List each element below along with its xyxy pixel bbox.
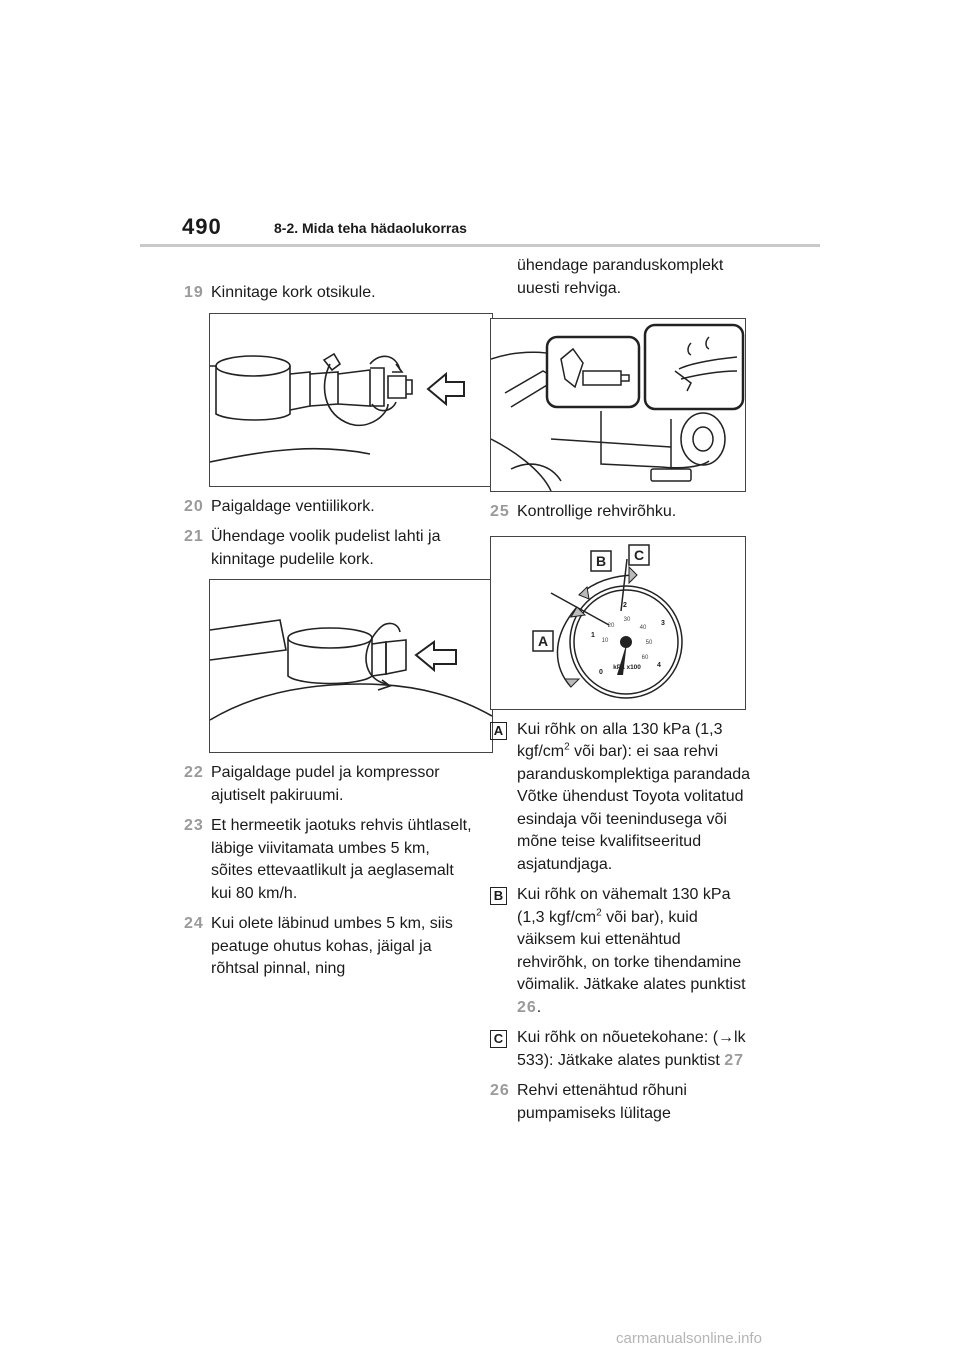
callout-b: B [595,552,607,569]
page-number: 490 [182,214,222,239]
gauge-inner-50: 50 [645,639,653,646]
gauge-outer-3: 3 [661,619,665,627]
step-26: 26 Rehvi ettenähtud rõhuni pumpamiseks lülitage [490,1082,687,1122]
cap-nozzle-illustration [210,314,492,486]
callout-a: A [537,632,549,649]
arrow-icon: → [718,1029,735,1046]
step-24-continued: ühendage paranduskomplekt uuesti rehviga. [517,257,724,297]
letter-c: C [490,1030,507,1048]
gauge-outer-4: 4 [657,661,661,669]
step-20: 20 Paigaldage ventiilikork. [184,497,375,515]
watermark: carmanualsonline.info [616,1330,762,1347]
step-19: 19 Kinnitage kork otsikule. [184,284,376,301]
ref-step-27[interactable]: 27 [724,1051,745,1069]
letter-a: A [490,722,507,740]
callout-c: C [633,546,645,563]
step-23: 23 Et hermeetik jaotuks rehvis ühtlaselt, läbige viivitamata umbes 5 km, sõites ettevaatlikult ja aeglasemalt kui 80 km/h. [184,817,472,902]
header-rule [140,244,820,247]
gauge-unit: kPa x100 [613,663,641,671]
right-column [490,255,752,1133]
gauge-outer-1: 1 [591,631,595,639]
item-c: C Kui rõhk on nõuetekohane: (→lk 533): Jätkake alates punktist 27 [490,1027,752,1072]
ref-step-26[interactable]: 26. [517,998,543,1016]
step-21: 21 Ühendage voolik pudelist lahti ja kinnitage pudelile kork. [184,528,441,568]
figure-car-kit-connected [490,318,746,492]
left-column [184,282,474,989]
letter-b: B [490,887,507,905]
gauge-inner-30: 30 [623,616,631,623]
figure-pressure-gauge [490,536,746,710]
gauge-inner-10: 10 [601,637,609,644]
gauge-outer-2: 2 [623,601,627,609]
car-repair-kit-illustration [491,319,745,491]
pressure-gauge-illustration [491,537,745,709]
gauge-inner-40: 40 [639,624,647,631]
item-b: B Kui rõhk on vähemalt 130 kPa (1,3 kgf/$cm^2$ või bar), kuid väiksem kui ettenähtud rehvirõhk, on torke tihendamine võimalik. Jätkake alates punktist 26. [490,884,752,1019]
figure-cap-on-nozzle [209,313,493,487]
gauge-inner-20: 20 [607,622,615,629]
section-title: 8-2. Mida teha hädaolukorras [274,220,467,236]
step-25: 25 Kontrollige rehvirõhku. [490,503,677,520]
figure-cap-on-bottle [209,579,493,753]
item-a: A Kui rõhk on alla 130 kPa (1,3 kgf/$cm^2$ või bar): ei saa rehvi paranduskomplektiga parandada Võtke ühendust Toyota volitatud esindaja või teenindusega või mõne teise kvalifitseeritud asjatundjaga. [490,719,752,877]
gauge-outer-0: 0 [599,668,603,676]
step-24: 24 Kui olete läbinud umbes 5 km, siis peatuge ohutus kohas, jäigal ja rõhtsal pinnal, ning [184,915,453,977]
step-22: 22 Paigaldage pudel ja kompressor ajutiselt pakiruumi. [184,764,440,804]
gauge-inner-60: 60 [641,654,649,661]
bottle-cap-illustration [210,580,492,752]
